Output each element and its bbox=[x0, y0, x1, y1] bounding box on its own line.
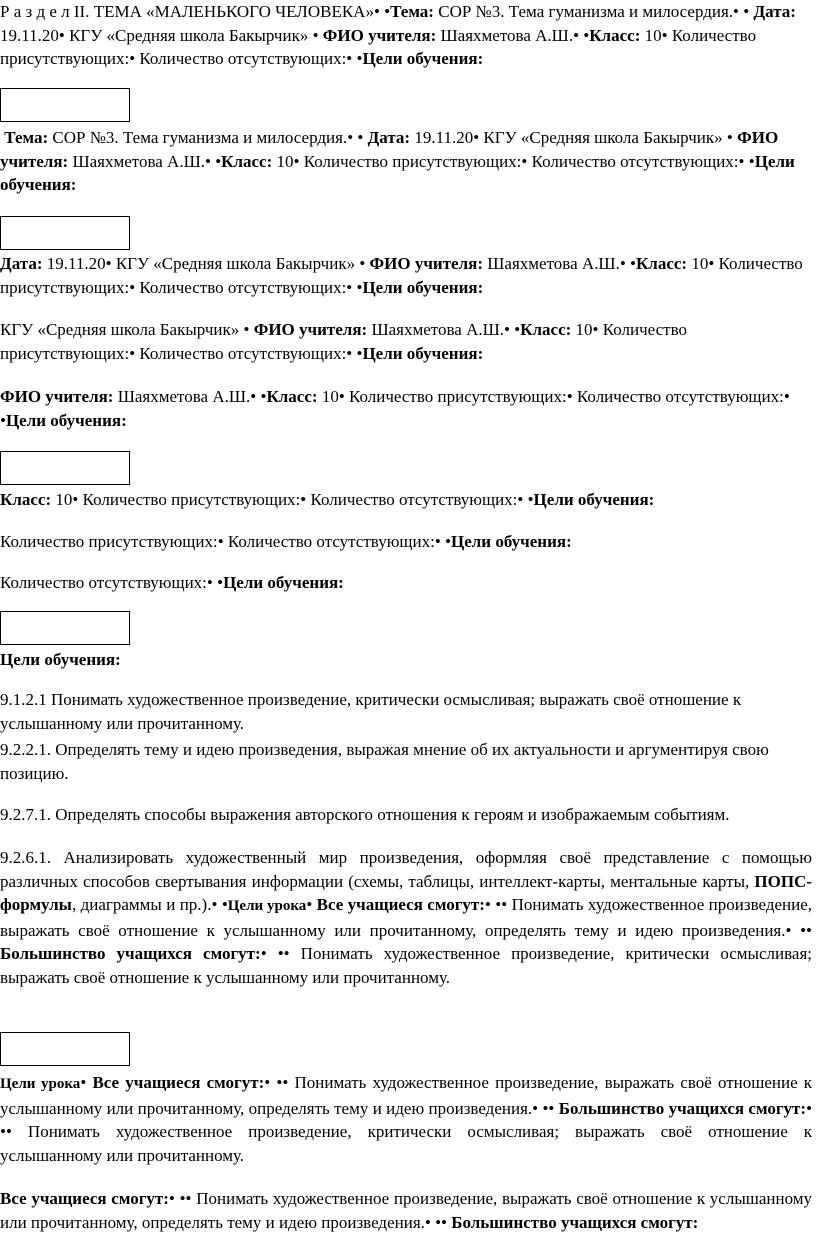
school-name: КГУ «Средняя школа Бакырчик» bbox=[69, 25, 309, 45]
lesson-topic: СОР №3. Тема гуманизма и милосердия. bbox=[438, 2, 734, 21]
goals-heading: Цели обучения: bbox=[0, 650, 121, 669]
absent-block: Количество отсутствующих:• •Цели обучения: bbox=[0, 573, 344, 592]
goal-item-with-outcomes: 9.2.6.1. Анализировать художественный мир произведения, оформляя своё представление с помощью различных способов свертывания информации (схемы, таблицы, интеллект-карты, ментальные карты, ПОПС-формулы, диаграммы и пр.).• •Цели урока• Все учащиеся смогут:• •• Понимать художественное произведение, выражать своё отношение к услышанному или прочитанному, определять тему и идею произведения.• •• Большинство учащихся смогут:• •• Понимать художественное произведение, критически осмысливая; выражать своё отношение к услышанному или прочитанному. bbox=[0, 848, 813, 987]
class-value: 10 bbox=[644, 25, 662, 45]
empty-box bbox=[0, 611, 130, 645]
empty-box bbox=[0, 88, 130, 122]
school-block: КГУ «Средняя школа Бакырчик» • ФИО учителя: Шаяхметова А.Ш.• •Класс: 10• Количество присутствующих:• Количество отсутствующих:• •Цели обучения: bbox=[0, 320, 687, 363]
teacher-name: Шаяхметова А.Ш. bbox=[440, 25, 574, 45]
goal-item: 9.1.2.1 Понимать художественное произведение, критически осмысливая; выражать своё отношение к услышанному или прочитанному. bbox=[0, 690, 742, 733]
lesson-goals-block: Цели урока• Все учащиеся смогут:• •• Понимать художественное произведение, выражать своё отношение к услышанному или прочитанному, определять тему и идею произведения.• •• Большинство учащихся смогут:• •• Понимать художественное произведение, критически осмысливая; выражать своё отношение к услышанному или прочитанному. bbox=[0, 1073, 813, 1165]
section-title: Р а з д е л II. ТЕМА «МАЛЕНЬКОГО ЧЕЛОВЕКА» bbox=[0, 2, 374, 21]
date-block: Дата: 19.11.20• КГУ «Средняя школа Бакырчик» • ФИО учителя: Шаяхметова А.Ш.• •Класс: 10• Количество присутствующих:• Количество отсутствующих:• •Цели обучения: bbox=[0, 254, 803, 297]
goal-item: 9.2.2.1. Определять тему и идею произведения, выражая мнение об их актуальности и аргументируя свою позицию. bbox=[0, 740, 769, 783]
all-students-block: Все учащиеся смогут:• •• Понимать художественное произведение, выражать своё отношение к услышанному или прочитанному, определять тему и идею произведения.• •• Большинство учащихся смогут: bbox=[0, 1189, 813, 1232]
teacher-block: ФИО учителя: Шаяхметова А.Ш.• •Класс: 10• Количество присутствующих:• Количество отсутствующих:• •Цели обучения: bbox=[0, 387, 790, 430]
topic-block: Тема: СОР №3. Тема гуманизма и милосердия.• • Дата: 19.11.20• КГУ «Средняя школа Бакырчик» • ФИО учителя: Шаяхметова А.Ш.• •Класс: 10• Количество присутствующих:• Количество отсутствующих:• •Цели обучения: bbox=[0, 128, 795, 194]
empty-box bbox=[0, 451, 130, 485]
section-heading-block: Р а з д е л II. ТЕМА «МАЛЕНЬКОГО ЧЕЛОВЕКА»• •Тема: СОР №3. Тема гуманизма и милосердия.• • Дата: 19.11.20• КГУ «Средняя школа Бакырчик» • ФИО учителя: Шаяхметова А.Ш.• •Класс: 10• Количество присутствующих:• Количество отсутствующих:• •Цели обучения: bbox=[0, 2, 796, 68]
empty-box bbox=[0, 216, 130, 250]
class-block: Класс: 10• Количество присутствующих:• Количество отсутствующих:• •Цели обучения: bbox=[0, 490, 655, 509]
goal-item: 9.2.7.1. Определять способы выражения авторского отношения к героям и изображаемым событиям. bbox=[0, 805, 730, 824]
lesson-date: 19.11.20 bbox=[0, 25, 59, 45]
present-block: Количество присутствующих:• Количество отсутствующих:• •Цели обучения: bbox=[0, 532, 572, 551]
empty-box bbox=[0, 1032, 130, 1066]
